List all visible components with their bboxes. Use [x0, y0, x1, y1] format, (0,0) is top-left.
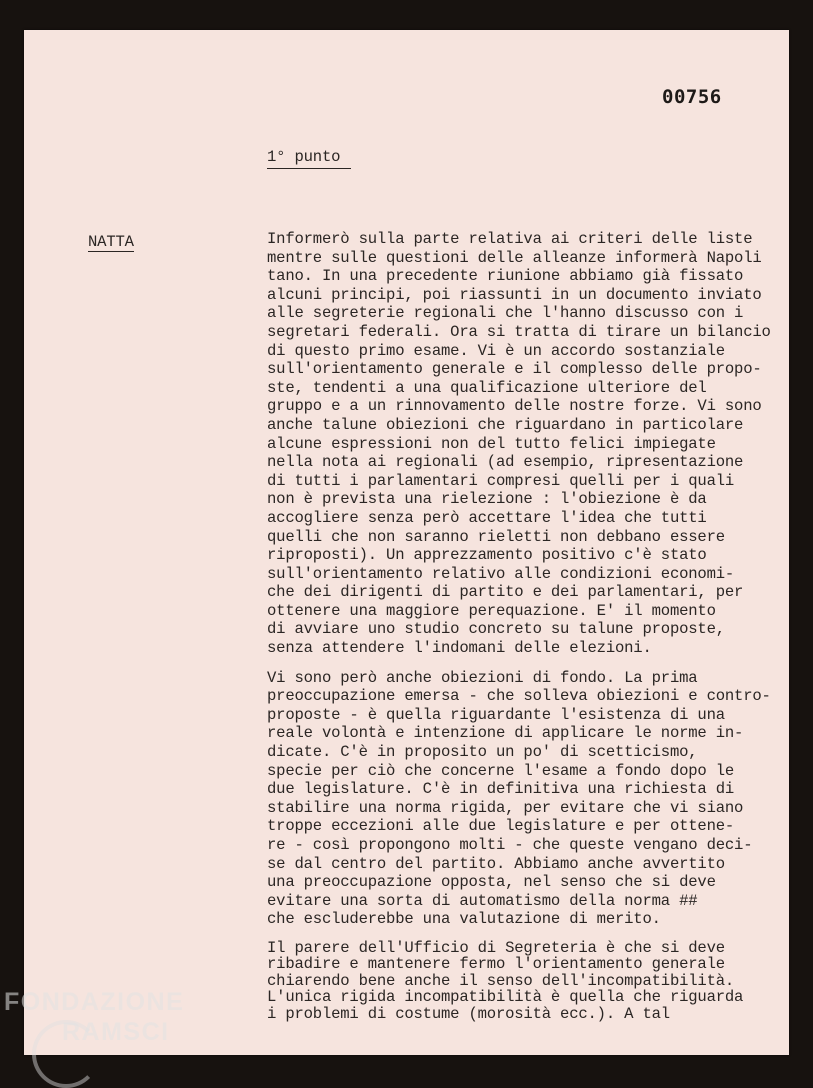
text-line: una preoccupazione opposta, nel senso che si deve: [267, 873, 716, 892]
text-line: senza attendere l'indomani delle elezioni.: [267, 639, 652, 658]
text-line: se dal centro del partito. Abbiamo anche avvertito: [267, 854, 725, 873]
text-line: mentre sulle questioni delle alleanze informerà Napoli: [267, 248, 762, 267]
text-line: nella nota ai regionali (ad esempio, ripresentazione: [267, 453, 744, 472]
text-line: chiarendo bene anche il senso dell'incompatibilità.: [267, 971, 735, 990]
text-line: sull'orientamento relativo alle condizioni economi-: [267, 564, 735, 583]
text-line: alcune espressioni non del tutto felici impiegate: [267, 434, 716, 453]
text-line: alcuni principi, poi riassunti in un documento inviato: [267, 285, 762, 304]
watermark-line-2: RAMSCI: [62, 1018, 170, 1046]
text-line: i problemi di costume (morosità ecc.). A tal: [267, 1004, 670, 1023]
text-line: alle segreterie regionali che l'hanno discusso con i: [267, 304, 744, 323]
text-line: ribadire e mantenere fermo l'orientamento generale: [267, 955, 725, 974]
speaker-name: NATTA: [88, 233, 134, 251]
section-heading: 1° punto: [267, 148, 351, 169]
text-line: di avviare uno studio concreto su talune proposte,: [267, 620, 725, 639]
paragraph: [267, 940, 787, 1023]
text-line: dicate. C'è in proposito un po' di scetticismo,: [267, 743, 698, 762]
paragraph: [267, 669, 787, 929]
text-line: specie per ciò che concerne l'esame a fondo dopo le: [267, 761, 735, 780]
text-line: quelli che non saranno rieletti non debbano essere: [267, 527, 725, 546]
text-line: tano. In una precedente riunione abbiamo già fissato: [267, 267, 744, 286]
text-line: troppe eccezioni alle due legislature e per ottene-: [267, 817, 735, 836]
text-line: segretari federali. Ora si tratta di tirare un bilancio: [267, 322, 771, 341]
text-line: sull'orientamento generale e il complesso delle propo-: [267, 360, 762, 379]
text-line: reale volontà e intenzione di applicare le norme in-: [267, 724, 744, 743]
document-page: [24, 30, 789, 1055]
document-number: 00756: [662, 86, 722, 108]
watermark: [4, 990, 184, 1045]
text-line: Il parere dell'Ufficio di Segreteria è che si deve: [267, 938, 725, 957]
text-line: anche talune obiezioni che riguardano in particolare: [267, 415, 744, 434]
text-line: di tutti i parlamentari compresi quelli per i quali: [267, 471, 735, 490]
text-line: Informerò sulla parte relativa ai criteri delle liste: [267, 230, 753, 248]
text-line: stabilire una norma rigida, per evitare che vi siano: [267, 798, 744, 817]
text-line: di questo primo esame. Vi è un accordo sostanziale: [267, 341, 725, 360]
text-line: ottenere una maggiore perequazione. E' il momento: [267, 601, 716, 620]
text-line: evitare una sorta di automatismo della norma ##: [267, 891, 698, 910]
text-line: non è prevista una rielezione : l'obiezione è da: [267, 490, 707, 509]
text-line: ste, tendenti a una qualificazione ulteriore del: [267, 378, 707, 397]
text-line: che dei dirigenti di partito e dei parlamentari, per: [267, 583, 744, 602]
text-line: Vi sono però anche obiezioni di fondo. La prima: [267, 668, 698, 687]
text-line: proposte - è quella riguardante l'esistenza di una: [267, 705, 725, 724]
text-line: riproposti). Un apprezzamento positivo c'è stato: [267, 546, 707, 565]
text-line: accogliere senza però accettare l'idea che tutti: [267, 508, 707, 527]
text-line: re - così propongono molti - che queste vengano deci-: [267, 836, 753, 854]
text-line: che escluderebbe una valutazione di merito.: [267, 910, 661, 929]
text-line: gruppo e a un rinnovamento delle nostre forze. Vi sono: [267, 397, 762, 416]
document-body: [267, 230, 787, 1033]
text-line: preoccupazione emersa - che solleva obiezioni e contro-: [267, 687, 771, 706]
watermark-line-1: FONDAZIONE: [4, 988, 185, 1016]
paragraph: [267, 230, 787, 658]
text-line: L'unica rigida incompatibilità è quella che riguarda: [267, 988, 744, 1007]
text-line: due legislature. C'è in definitiva una richiesta di: [267, 780, 735, 799]
